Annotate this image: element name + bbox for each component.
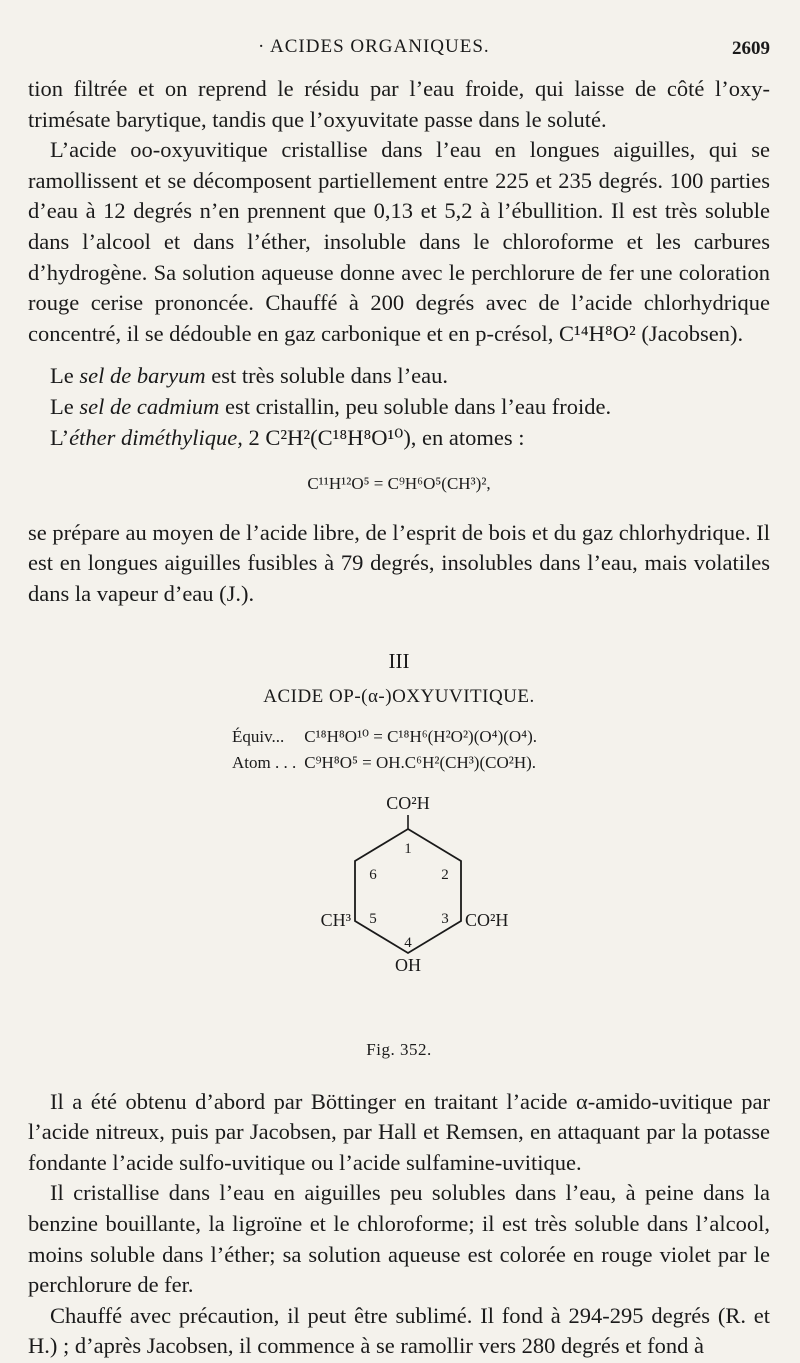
section-title: ACIDE OP-(α-)OXYUVITIQUE.: [263, 686, 535, 708]
substituent-right: CO²H: [465, 909, 509, 930]
formula-row-atom: [232, 751, 543, 775]
figure-352: [28, 777, 770, 1067]
formula-row-equiv: [232, 725, 543, 749]
substituent-left: CH³: [320, 909, 351, 930]
bottom-text: [28, 1087, 770, 1362]
salt-line-cadmium: Le sel de cadmium est cristallin, peu soluble dans l’eau froide.: [50, 393, 612, 419]
paragraph: Chauffé avec précaution, il peut être sublimé. Il fond à 294-295 degrés (R. et H.) ; d’après Jacobsen, il commence à se ramollir vers 280 degrés et fond à: [28, 1302, 770, 1359]
paragraph: Il a été obtenu d’abord par Böttinger en traitant l’acide α-amido-uvitique par l’acide nitreux, puis par Jacobsen, par Hall et Remsen, en attaquant par la potasse fondante l’acide sulfo-uvitique ou l’acide sulfamine-uvitique.: [28, 1088, 770, 1175]
page-number: 2609: [732, 38, 770, 59]
paragraph: tion filtrée et on reprend le résidu par l’eau froide, qui laisse de côté l’oxy-trimésate barytique, tandis que l’oxyuvitate passe dans le soluté.: [28, 76, 770, 132]
ether-line: L’éther diméthylique, 2 C²H²(C¹⁸H⁸O¹⁰), en atomes :: [50, 424, 525, 450]
running-title: · ACIDES ORGANIQUES.: [258, 36, 490, 57]
salt-line-baryum: Le sel de baryum est très soluble dans l’eau.: [50, 363, 449, 389]
paragraph: Il cristallise dans l’eau en aiguilles peu solubles dans l’eau, à peine dans la benzine bouillante, la ligroïne et le chloroforme; il est très soluble dans l’alcool, moins soluble dans l’éther; sa solution aqueuse est colorée en rouge violet par le perchlorure de fer.: [28, 1180, 770, 1298]
formula-table: [230, 723, 545, 777]
ether-formula: C¹¹H¹²O⁵ = C⁹H⁶O⁵(CH³)²,: [307, 474, 491, 494]
atom-label: Atom . . .: [232, 752, 297, 772]
body-text: [28, 74, 770, 1362]
running-header: [28, 36, 770, 66]
equiv-formula: C¹⁸H⁸O¹⁰ = C¹⁸H⁶(H²O²)(O⁴)(O⁴).: [304, 726, 538, 746]
ring-number-5: 5: [369, 910, 377, 927]
ring-number-4: 4: [404, 934, 412, 951]
ring-number-3: 3: [441, 910, 449, 927]
substituent-top: CO²H: [386, 792, 430, 813]
atom-formula: C⁹H⁸O⁵ = OH.C⁶H²(CH³)(CO²H).: [304, 752, 537, 772]
section-number: III: [388, 648, 410, 673]
figure-caption: Fig. 352.: [366, 1039, 432, 1059]
equiv-label: Équiv...: [232, 726, 285, 746]
ring-number-1: 1: [404, 840, 412, 857]
page: [28, 0, 770, 1363]
paragraph: se prépare au moyen de l’acide libre, de l’esprit de bois et du gaz chlorhydrique. Il est en longues aiguilles fusibles à 79 degrés, insolubles dans l’eau, mais volatiles dans la vapeur d’eau (J.).: [28, 519, 770, 606]
benzene-ring-diagram: [293, 777, 523, 1037]
ring-number-6: 6: [369, 866, 377, 883]
ring-number-2: 2: [441, 866, 449, 883]
paragraph: L’acide oo-oxyuvitique cristallise dans l’eau en longues aiguilles, qui se ramollissent et se décomposent partiellement entre 225 et 235 degrés. 100 parties d’eau à 12 degrés n’en prennent que 0,13 et 5,2 à l’ébullition. Il est très soluble dans l’alcool et dans l’éther, insoluble dans le chloroforme et les carbures d’hydrogène. Sa solution aqueuse donne avec le perchlorure de fer une coloration rouge cerise prononcée. Chauffé à 200 degrés avec de l’acide chlorhydrique concentré, il se dédouble en gaz carbonique et en p-crésol, C¹⁴H⁸O² (Jacobsen).: [28, 137, 770, 346]
substituent-bottom: OH: [395, 954, 421, 975]
